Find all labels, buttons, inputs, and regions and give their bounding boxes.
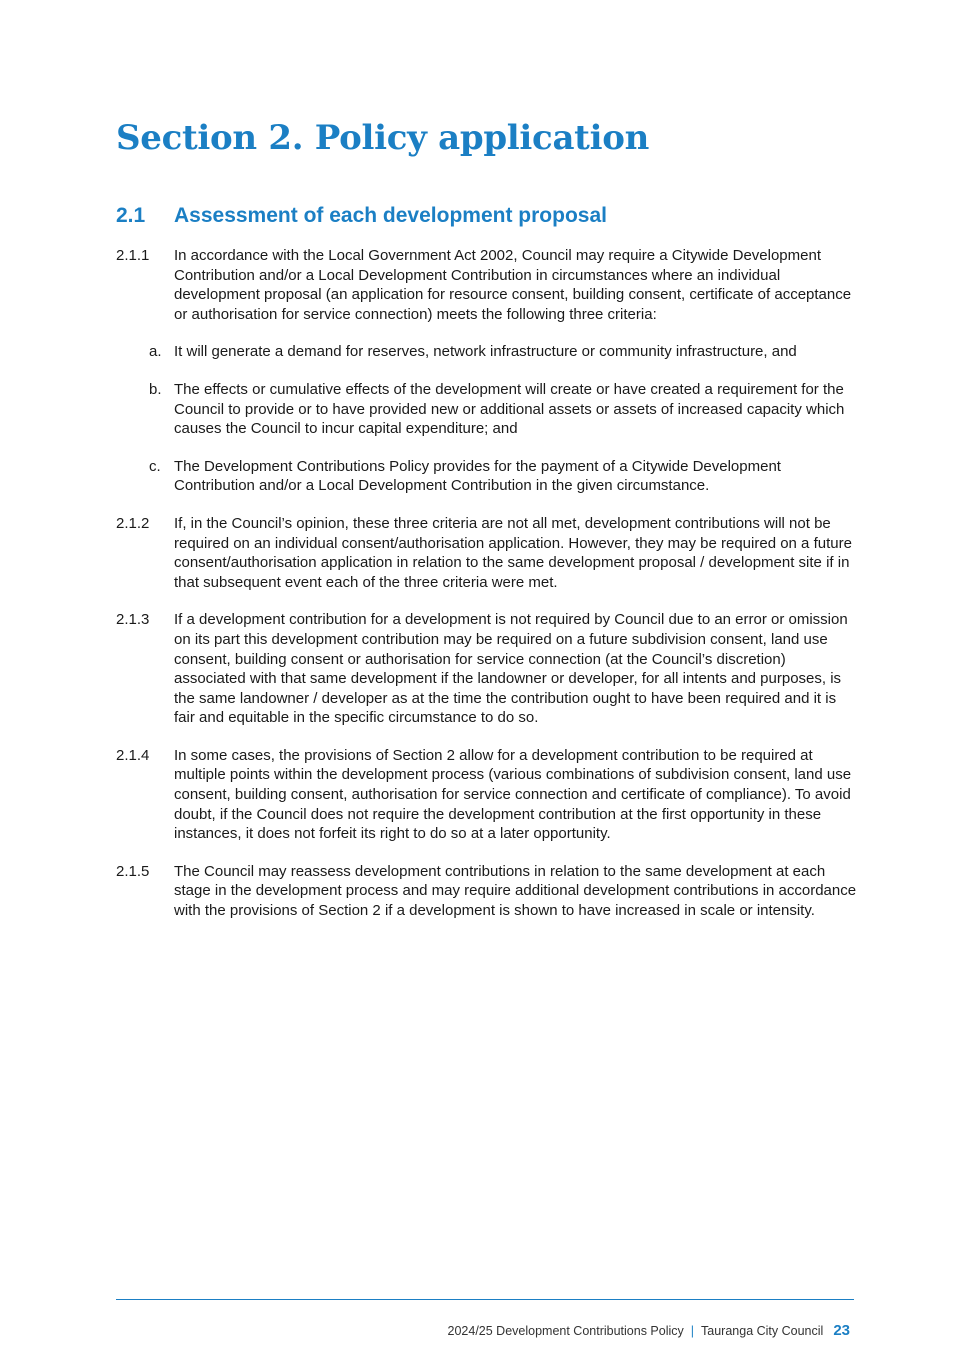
clause-2-1-2 (116, 514, 860, 592)
criteria-letter: c. (149, 457, 161, 475)
criteria-item-c (116, 457, 860, 496)
footer-separator: | (690, 1324, 695, 1338)
subsection-heading (116, 200, 856, 232)
clause-2-1-5 (116, 862, 860, 921)
clause-2-1-3 (116, 610, 860, 728)
criteria-text: The Development Contributions Policy provides for the payment of a Citywide Development Contribution and/or a Local Development Contribution in the given circumstance. (174, 457, 781, 495)
subsection-number: 2.1 (116, 204, 146, 227)
criteria-text: It will generate a demand for reserves, network infrastructure or community infrastructure, and (174, 343, 797, 361)
page-title: Section 2. Policy application (116, 118, 649, 158)
clause-number: 2.1.5 (116, 862, 150, 880)
footer-document-title: 2024/25 Development Contributions Policy (447, 1324, 684, 1338)
page-number: 23 (833, 1322, 850, 1339)
criteria-item-b (116, 380, 860, 439)
clause-text: If, in the Council’s opinion, these three criteria are not all met, development contributions will not be required on an individual consent/authorisation application. However, they may be required on a future consent/authorisation application in relation to the same development proposal / development site if in that subsequent event each of the three criteria were met. (174, 514, 852, 591)
clause-number: 2.1.1 (116, 247, 150, 264)
document-body (116, 246, 860, 939)
clause-2-1-4 (116, 746, 860, 844)
criteria-letter: a. (149, 343, 162, 361)
page-footer (448, 1321, 850, 1341)
clause-2-1-1 (116, 246, 860, 324)
footer-divider (116, 1299, 854, 1300)
clause-number: 2.1.3 (116, 611, 150, 629)
clause-text: In some cases, the provisions of Section 2 allow for a development contribution to be required at multiple points within the development process (various combinations of subdivision consent, land use consent, building consent, authorisation for service connection and certificate of compliance). To avoid doubt, if the Council does not require the development contribution at the first opportunity in these instances, it does not forfeit its right to do so at a later opportunity. (174, 746, 852, 843)
clause-text: The Council may reassess development contributions in relation to the same development at each stage in the development process and may require additional development contributions in accordance with the provisions of Section 2 if a development is shown to have increased in scale or intensity. (174, 862, 857, 920)
clause-number: 2.1.4 (116, 746, 150, 764)
criteria-text: The effects or cumulative effects of the development will create or have created a requirement for the Council to provide or to have provided new or additional assets or assets of increased capacity which causes the Council to incur capital expenditure; and (174, 380, 845, 438)
criteria-letter: b. (149, 380, 162, 398)
subsection-title: Assessment of each development proposal (174, 204, 607, 227)
clause-number: 2.1.2 (116, 514, 150, 532)
criteria-item-a (116, 342, 860, 362)
clause-text: If a development contribution for a development is not required by Council due to an error or omission on its part this development contribution may be required on a future subdivision consent, land use consent, building consent or authorisation for service connection (at the Council’s discretion) associated with that same development if the landowner or developer, for all intents and purposes, is the same landowner / developer as at the time the contribution ought to have been required and it is fair and equitable in the specific circumstance to do so. (174, 611, 848, 727)
clause-text: In accordance with the Local Government Act 2002, Council may require a Citywide Development Contribution and/or a Local Development Contribution in circumstances where an individual development proposal (an application for resource consent, building consent, certificate of acceptance or authorisation for service connection) meets the following three criteria: (174, 247, 852, 323)
footer-organisation: Tauranga City Council (701, 1324, 824, 1338)
